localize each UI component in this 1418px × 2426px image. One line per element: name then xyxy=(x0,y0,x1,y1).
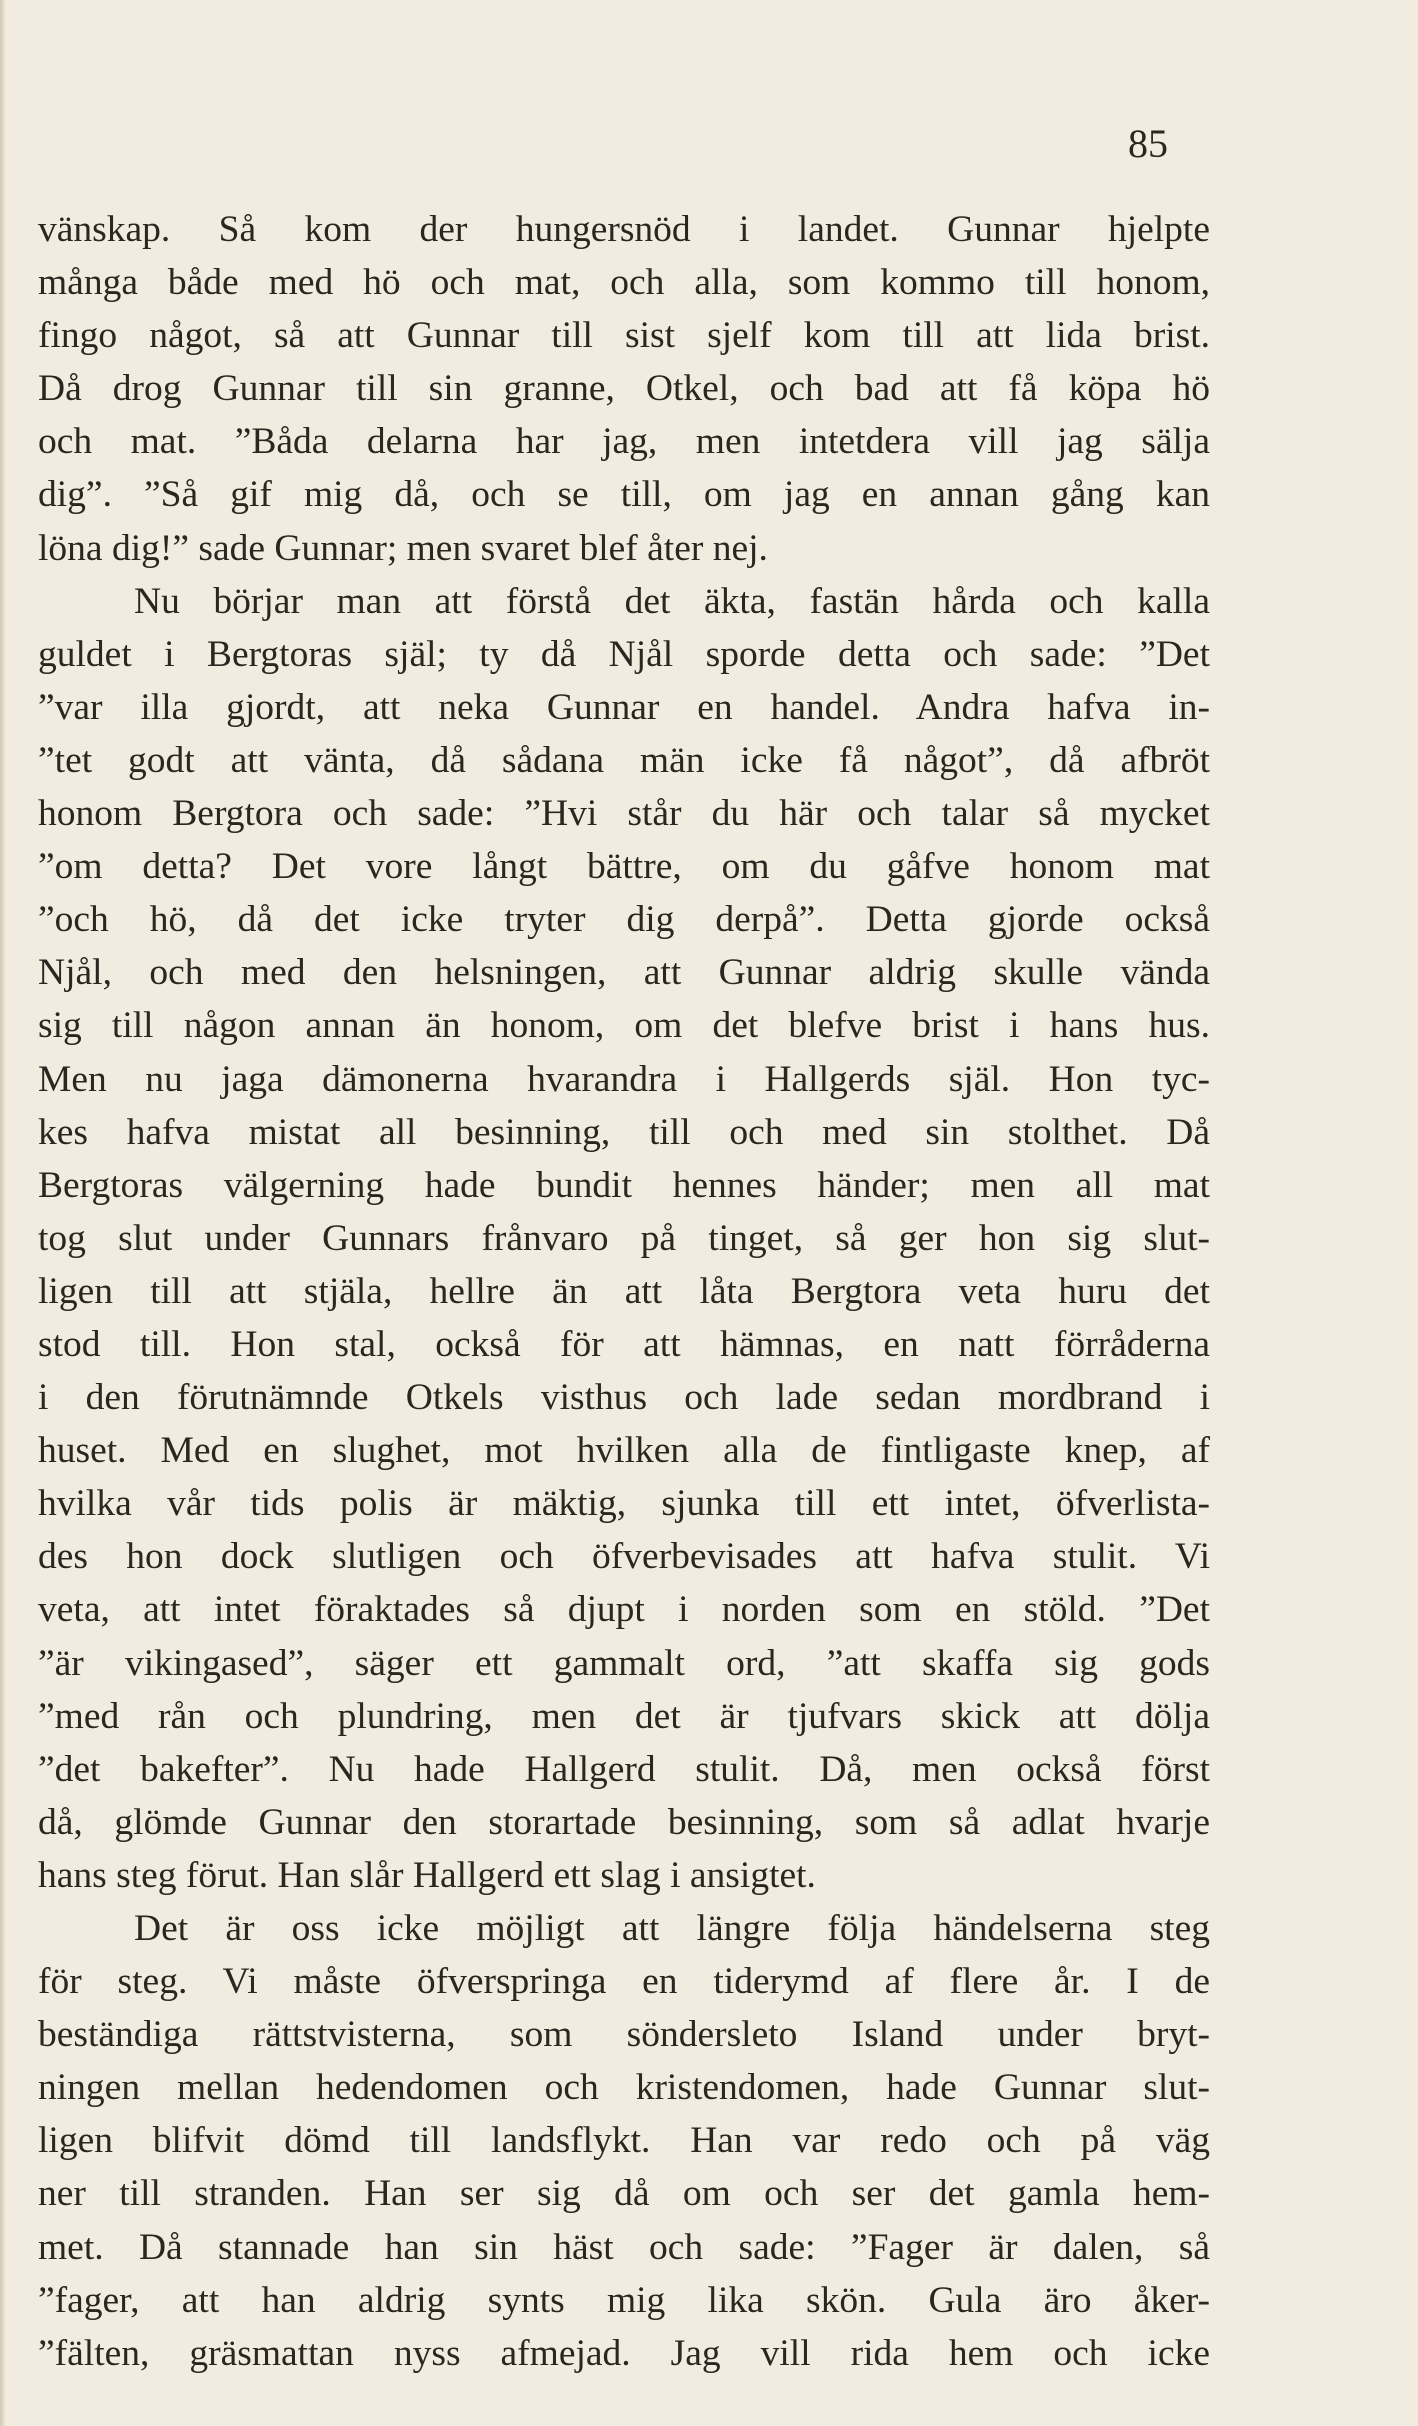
text-line: då, glömde Gunnar den storartade besinning, som så adlat hvarje xyxy=(38,1801,1210,1843)
text-line: Då drog Gunnar till sin granne, Otkel, och bad att få köpa hö xyxy=(38,368,1210,410)
text-line: för steg. Vi måste öfverspringa en tiderymd af flere år. I de xyxy=(38,1961,1210,2003)
text-line: fingo något, så att Gunnar till sist sjelf kom till att lida brist. xyxy=(38,315,1210,357)
text-line: veta, att intet föraktades så djupt i norden som en stöld. ”Det xyxy=(38,1589,1210,1631)
text-line: ligen blifvit dömd till landsflykt. Han var redo och på väg xyxy=(38,2120,1210,2162)
text-line: Njål, och med den helsningen, att Gunnar aldrig skulle vända xyxy=(38,952,1210,994)
text-line: löna dig!” sade Gunnar; men svaret blef åter nej. xyxy=(38,527,768,569)
text-line: hvilka vår tids polis är mäktig, sjunka till ett intet, öfverlista- xyxy=(38,1483,1210,1525)
text-line: hans steg förut. Han slår Hallgerd ett slag i ansigtet. xyxy=(38,1854,816,1896)
text-line: dig”. ”Så gif mig då, och se till, om jag en annan gång kan xyxy=(38,474,1210,516)
page-edge-shadow xyxy=(0,0,6,2426)
text-line: tog slut under Gunnars frånvaro på tinget, så ger hon sig slut- xyxy=(38,1217,1210,1259)
text-line: guldet i Bergtoras själ; ty då Njål sporde detta och sade: ”Det xyxy=(38,633,1210,675)
text-line: Men nu jaga dämonerna hvarandra i Hallgerds själ. Hon tyc- xyxy=(38,1058,1210,1100)
text-line: Nu börjar man att förstå det äkta, fastän hårda och kalla xyxy=(134,580,1210,622)
text-line: Det är oss icke möjligt att längre följa händelserna steg xyxy=(134,1908,1210,1949)
text-line: ”var illa gjordt, att neka Gunnar en handel. Andra hafva in- xyxy=(38,686,1210,728)
text-line: i den förutnämnde Otkels visthus och lade sedan mordbrand i xyxy=(38,1377,1210,1419)
text-line: des hon dock slutligen och öfverbevisades att hafva stulit. Vi xyxy=(38,1536,1210,1578)
text-line: sig till någon annan än honom, om det blefve brist i hans hus. xyxy=(38,1005,1210,1047)
text-line: ”är vikingased”, säger ett gammalt ord, ”att skaffa sig gods xyxy=(38,1642,1210,1684)
page-number: 85 xyxy=(1128,121,1168,166)
text-line: ”tet godt att vänta, då sådana män icke få något”, då afbröt xyxy=(38,739,1210,781)
text-line: ”fälten, gräsmattan nyss afmejad. Jag vill rida hem och icke xyxy=(38,2332,1210,2374)
text-line: många både med hö och mat, och alla, som kommo till honom, xyxy=(38,262,1210,304)
text-line: ”fager, att han aldrig synts mig lika skön. Gula äro åker- xyxy=(38,2279,1210,2321)
text-line: och mat. ”Båda delarna har jag, men intetdera vill jag sälja xyxy=(38,421,1210,463)
text-line: beständiga rättstvisterna, som söndersleto Island under bryt- xyxy=(38,2014,1210,2056)
body-text xyxy=(38,203,1210,2380)
text-line: stod till. Hon stal, också för att hämnas, en natt förråderna xyxy=(38,1323,1210,1365)
text-line: ”det bakefter”. Nu hade Hallgerd stulit. Då, men också först xyxy=(38,1748,1210,1790)
text-line: ”med rån och plundring, men det är tjufvars skick att dölja xyxy=(38,1695,1210,1737)
text-line: ner till stranden. Han ser sig då om och ser det gamla hem- xyxy=(38,2173,1210,2215)
text-line: vänskap. Så kom der hungersnöd i landet. Gunnar hjelpte xyxy=(38,209,1210,250)
text-line: ”om detta? Det vore långt bättre, om du gåfve honom mat xyxy=(38,846,1210,888)
text-line: huset. Med en slughet, mot hvilken alla de fintligaste knep, af xyxy=(38,1430,1210,1472)
text-line: Bergtoras välgerning hade bundit hennes händer; men all mat xyxy=(38,1164,1210,1206)
text-line: met. Då stannade han sin häst och sade: ”Fager är dalen, så xyxy=(38,2226,1210,2268)
text-line: ”och hö, då det icke tryter dig derpå”. Detta gjorde också xyxy=(38,899,1210,941)
text-line: ningen mellan hedendomen och kristendomen, hade Gunnar slut- xyxy=(38,2067,1210,2109)
text-line: kes hafva mistat all besinning, till och med sin stolthet. Då xyxy=(38,1111,1210,1153)
text-line: honom Bergtora och sade: ”Hvi står du här och talar så mycket xyxy=(38,793,1210,835)
text-line: ligen till att stjäla, hellre än att låta Bergtora veta huru det xyxy=(38,1270,1210,1312)
